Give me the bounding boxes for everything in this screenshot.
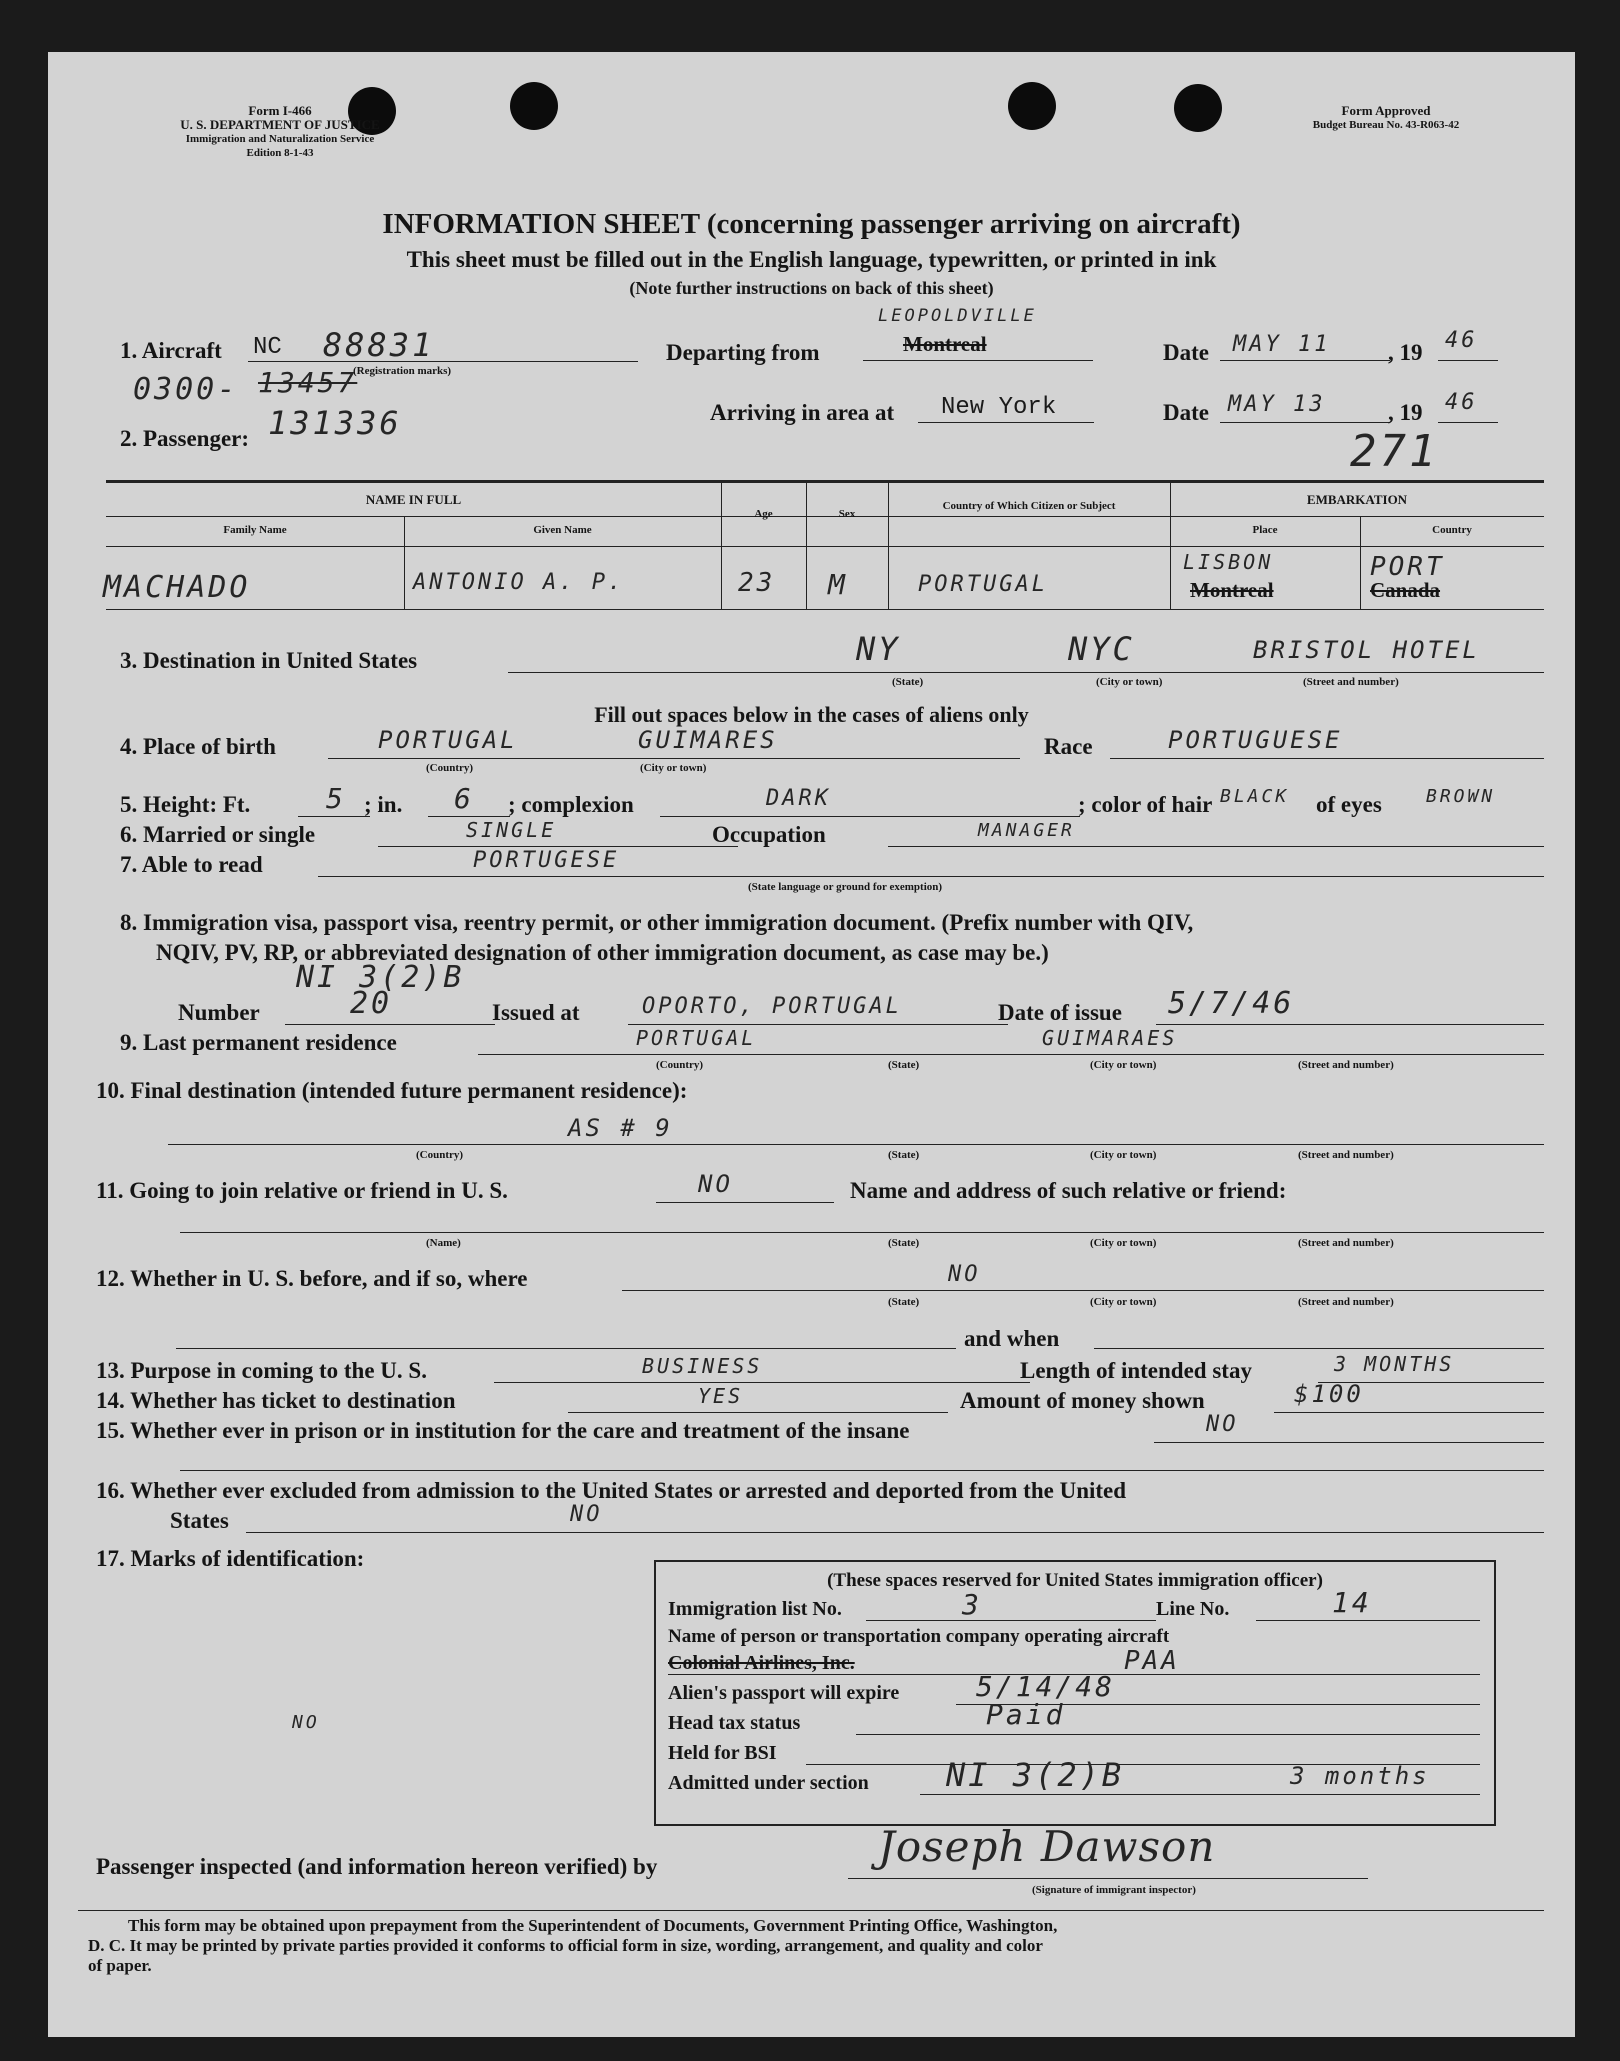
ft-value: 5 [326,782,346,815]
form-note: (Note further instructions on back of this sheet) [629,278,994,298]
edition: Edition 8-1-43 [246,147,314,159]
hair-value: BLACK [1220,786,1290,807]
birth-line [328,758,1020,759]
arr-year-line [1438,422,1498,423]
admitted-label: Admitted under section [668,1772,869,1794]
line-no-label: Line No. [1156,1598,1230,1620]
final-line [168,1144,1544,1145]
purpose-value: BUSINESS [642,1354,763,1378]
res-street-note: (Street and number) [1298,1059,1394,1071]
form-sheet [48,52,1575,2037]
aircraft-prefix: NC [253,334,282,361]
departing-struck: Montreal [903,332,987,356]
table-bottom-line [106,609,1544,610]
birth-label: 4. Place of birth [120,734,276,759]
prison-line [1154,1442,1544,1443]
res-city-note: (City or town) [1090,1059,1157,1071]
form-header-right [1256,104,1516,132]
sex-value: M [828,568,848,601]
name-in-full-header: NAME IN FULL [365,492,462,507]
married-line [378,846,738,847]
departing-label: Departing from [666,340,820,365]
citizen-header: Country of Which Citizen or Subject [942,500,1116,512]
excluded-value: NO [570,1502,603,1527]
arr-date-label: Date [1163,400,1209,425]
and-when-line [1094,1348,1544,1349]
dep-date-value: MAY 11 [1233,332,1331,357]
emb-place-value: LISBON [1183,550,1274,574]
join-street-note: (Street and number) [1298,1237,1394,1249]
in-line [428,816,510,817]
sex-header: Sex [838,508,856,520]
in-value: 6 [454,782,474,815]
company-struck: Colonial Airlines, Inc. [668,1652,855,1674]
country-header: Country [1432,524,1472,536]
visa-type-value: NI 3(2)B [296,960,465,995]
prison-value: NO [1206,1412,1239,1437]
number-label: Number [178,1000,260,1025]
read-label: 7. Able to read [120,852,263,877]
signature-note: (Signature of immigrant inspector) [1032,1884,1196,1896]
page-number: 271 [1350,426,1439,477]
complexion-label: ; complexion [508,792,634,817]
registration-note: (Registration marks) [353,365,452,377]
and-when-label: and when [964,1326,1060,1351]
res-city-value: GUIMARAES [1042,1026,1178,1050]
date-issue-label: Date of issue [998,1000,1122,1025]
height-label: 5. Height: Ft. [120,792,251,817]
admitted-note: 3 months [1290,1762,1430,1790]
form-number: Form I-466 [248,103,312,118]
admitted-value: NI 3(2)B [946,1756,1125,1794]
occupation-line [888,846,1544,847]
ticket-line [568,1412,948,1413]
state-note: (State) [892,676,924,688]
money-line [1274,1412,1544,1413]
before-city-note: (City or town) [1090,1296,1157,1308]
aircraft-value: 88831 [323,326,435,364]
family-name-value: MACHADO [103,570,251,605]
date-issue-value: 5/7/46 [1168,986,1295,1021]
eyes-value: BROWN [1426,786,1496,807]
ft-line [298,816,370,817]
married-label: 6. Married or single [120,822,316,847]
passport-expire-label: Alien's passport will expire [668,1682,900,1704]
final-city-note: (City or town) [1090,1149,1157,1161]
department: U. S. DEPARTMENT OF JUSTICE [180,117,380,132]
res-country-value: PORTUGAL [636,1026,757,1050]
res-state-note: (State) [888,1059,920,1071]
form-subtitle: This sheet must be filled out in the English language, typewritten, or printed in ink [406,247,1217,272]
read-value: PORTUGESE [473,848,620,873]
date-issue-line [1156,1024,1544,1025]
budget-bureau: Budget Bureau No. 43-R063-42 [1312,119,1460,131]
ticket-label: 14. Whether has ticket to destination [96,1388,456,1413]
departing-handwritten: LEOPOLDVILLE [878,306,1037,326]
line-no-line [1256,1620,1480,1621]
destination-label: 3. Destination in United States [120,648,418,673]
birth-city-value: GUIMARES [638,726,778,754]
excluded-line [246,1532,1544,1533]
given-name-value: ANTONIO A. P. [413,570,625,595]
money-label: Amount of money shown [960,1388,1205,1413]
aliens-only-heading: Fill out spaces below in the cases of aliens only [594,702,1029,727]
emb-country-struck: Canada [1370,578,1441,602]
dest-city-value: NYC [1068,630,1135,668]
dest-state-value: NY [856,630,901,668]
read-note: (State language or ground for exemption) [748,881,943,893]
join-city-note: (City or town) [1090,1237,1157,1249]
join-name-label: Name and address of such relative or friend: [850,1178,1287,1203]
before-street-note: (Street and number) [1298,1296,1394,1308]
issued-at-value: OPORTO, PORTUGAL [642,994,902,1019]
footer-rule [78,1910,1544,1911]
punch-hole [510,82,558,130]
stay-label: Length of intended stay [1020,1358,1252,1383]
ticket-value: YES [698,1384,744,1408]
residence-label: 9. Last permanent residence [120,1030,397,1055]
occupation-value: MANAGER [978,820,1075,841]
before-line-2 [176,1348,956,1349]
final-street-note: (Street and number) [1298,1149,1394,1161]
married-value: SINGLE [466,818,557,842]
number-line [285,1024,495,1025]
age-header: Age [754,508,773,520]
officer-box-title: (These spaces reserved for United States immigration officer) [827,1570,1323,1591]
birth-country-value: PORTUGAL [378,726,518,754]
join-value: NO [698,1170,733,1198]
birth-city-note: (City or town) [640,762,707,774]
footer-line-2: D. C. It may be printed by private parties provided it conforms to official form in size, wording, arrangement, and quality and color [88,1936,1043,1955]
before-line [622,1290,1544,1291]
arriving-label: Arriving in area at [710,400,895,425]
table-header-line [106,546,1544,547]
hair-label: ; color of hair [1078,792,1213,817]
table-top-line [106,480,1544,483]
excluded-label-1: 16. Whether ever excluded from admission to the United States or arrested and deported from the United [96,1478,1127,1503]
visa-label-2: NQIV, PV, RP, or abbreviated designation of other immigration document, as case may be.) [156,940,1049,965]
departing-line [863,360,1093,361]
citizen-value: PORTUGAL [918,572,1048,597]
arriving-line [918,422,1094,423]
list-no-value: 3 [962,1588,982,1621]
issued-at-line [628,1024,1008,1025]
list-no-line [866,1620,1156,1621]
code2-value: 131336 [268,404,402,442]
head-tax-line [856,1734,1480,1735]
emb-place-struck: Montreal [1190,578,1274,602]
head-tax-value: Paid [986,1698,1066,1731]
signature: Joseph Dawson [878,1822,1216,1871]
bsi-label: Held for BSI [668,1742,777,1764]
given-name-header: Given Name [533,524,592,536]
arr-year-value: 46 [1445,390,1478,415]
arr-date-line [1220,422,1390,423]
table-col [721,482,722,609]
final-state-note: (State) [888,1149,920,1161]
dep-year-line [1438,360,1498,361]
final-label: 10. Final destination (intended future permanent residence): [96,1078,688,1103]
before-label: 12. Whether in U. S. before, and if so, where [96,1266,528,1291]
form-header-left [110,104,450,160]
issued-at-label: Issued at [492,1000,580,1025]
occupation-label: Occupation [712,822,826,847]
excluded-label-2: States [170,1508,229,1533]
join-name-line [180,1232,1544,1233]
purpose-label: 13. Purpose in coming to the U. S. [96,1358,427,1383]
emb-country-value: PORT [1370,552,1445,582]
stay-value: 3 MONTHS [1334,1352,1455,1376]
punch-hole [1008,82,1056,130]
aircraft-label: 1. Aircraft [120,338,222,363]
join-name-note: (Name) [426,1237,461,1249]
place-header: Place [1252,524,1278,536]
dest-street-value: BRISTOL HOTEL [1253,636,1480,664]
race-label: Race [1044,734,1093,759]
officer-box [654,1560,1496,1826]
visa-label-1: 8. Immigration visa, passport visa, reentry permit, or other immigration document. (Prefix number with QIV, [120,910,1194,935]
footer-line-1: This form may be obtained upon prepayment from the Superintendent of Documents, Government Printing Office, Washington, [128,1916,1058,1935]
arriving-value: New York [941,394,1057,421]
street-note: (Street and number) [1303,676,1399,688]
res-country-note: (Country) [656,1059,704,1071]
residence-line [478,1054,1544,1055]
passenger-label: 2. Passenger: [120,426,250,451]
before-value: NO [948,1262,981,1287]
number-value: 20 [350,986,393,1021]
admitted-line [920,1794,1480,1795]
company-label: Name of person or transportation company operating aircraft [668,1626,1170,1647]
final-country-note: (Country) [416,1149,464,1161]
final-value: AS # 9 [568,1114,673,1142]
join-label: 11. Going to join relative or friend in U. S. [96,1178,508,1203]
dep-date-label: Date [1163,340,1209,365]
read-line [318,876,1544,877]
dep-year-value: 46 [1445,328,1478,353]
age-value: 23 [738,568,776,598]
arr-year-label: , 19 [1388,400,1423,425]
code-struck: 13457 [258,366,358,399]
race-line [1110,758,1544,759]
birth-country-note: (Country) [426,762,474,774]
before-state-note: (State) [888,1296,920,1308]
purpose-line [494,1382,1030,1383]
form-approved: Form Approved [1341,103,1431,118]
join-state-note: (State) [888,1237,920,1249]
table-col [806,482,807,609]
footer-line-3: of paper. [88,1956,152,1975]
arr-date-value: MAY 13 [1228,392,1326,417]
punch-hole [1174,84,1222,132]
eyes-label: of eyes [1316,792,1382,817]
prison-label: 15. Whether ever in prison or in institution for the care and treatment of the insane [96,1418,910,1443]
embarkation-header: EMBARKATION [1306,492,1408,507]
complexion-value: DARK [766,786,831,811]
signature-line [848,1878,1368,1879]
passport-expire-value: 5/14/48 [976,1670,1116,1703]
table-col [888,482,889,609]
family-name-header: Family Name [223,524,287,536]
aircraft-line [248,361,638,362]
head-tax-label: Head tax status [668,1712,801,1734]
race-value: PORTUGUESE [1168,726,1343,754]
dep-date-line [1220,360,1390,361]
dep-year-label: , 19 [1388,340,1423,365]
destination-line [508,672,1544,673]
line-no-value: 14 [1332,1586,1372,1619]
marks-value: NO [292,1712,320,1733]
join-line [656,1202,834,1203]
money-value: $100 [1294,1380,1364,1408]
code-value: 0300- [133,372,239,407]
marks-label: 17. Marks of identification: [96,1546,365,1571]
service: Immigration and Naturalization Service [185,133,375,145]
city-note: (City or town) [1096,676,1163,688]
list-no-label: Immigration list No. [668,1598,842,1620]
form-title: INFORMATION SHEET (concerning passenger arriving on aircraft) [382,208,1241,240]
prison-line-2 [180,1470,1544,1471]
company-value: PAA [1124,1646,1180,1676]
inspected-label: Passenger inspected (and information hereon verified) by [96,1854,658,1879]
complexion-line [660,816,1080,817]
in-label: ; in. [364,792,403,817]
